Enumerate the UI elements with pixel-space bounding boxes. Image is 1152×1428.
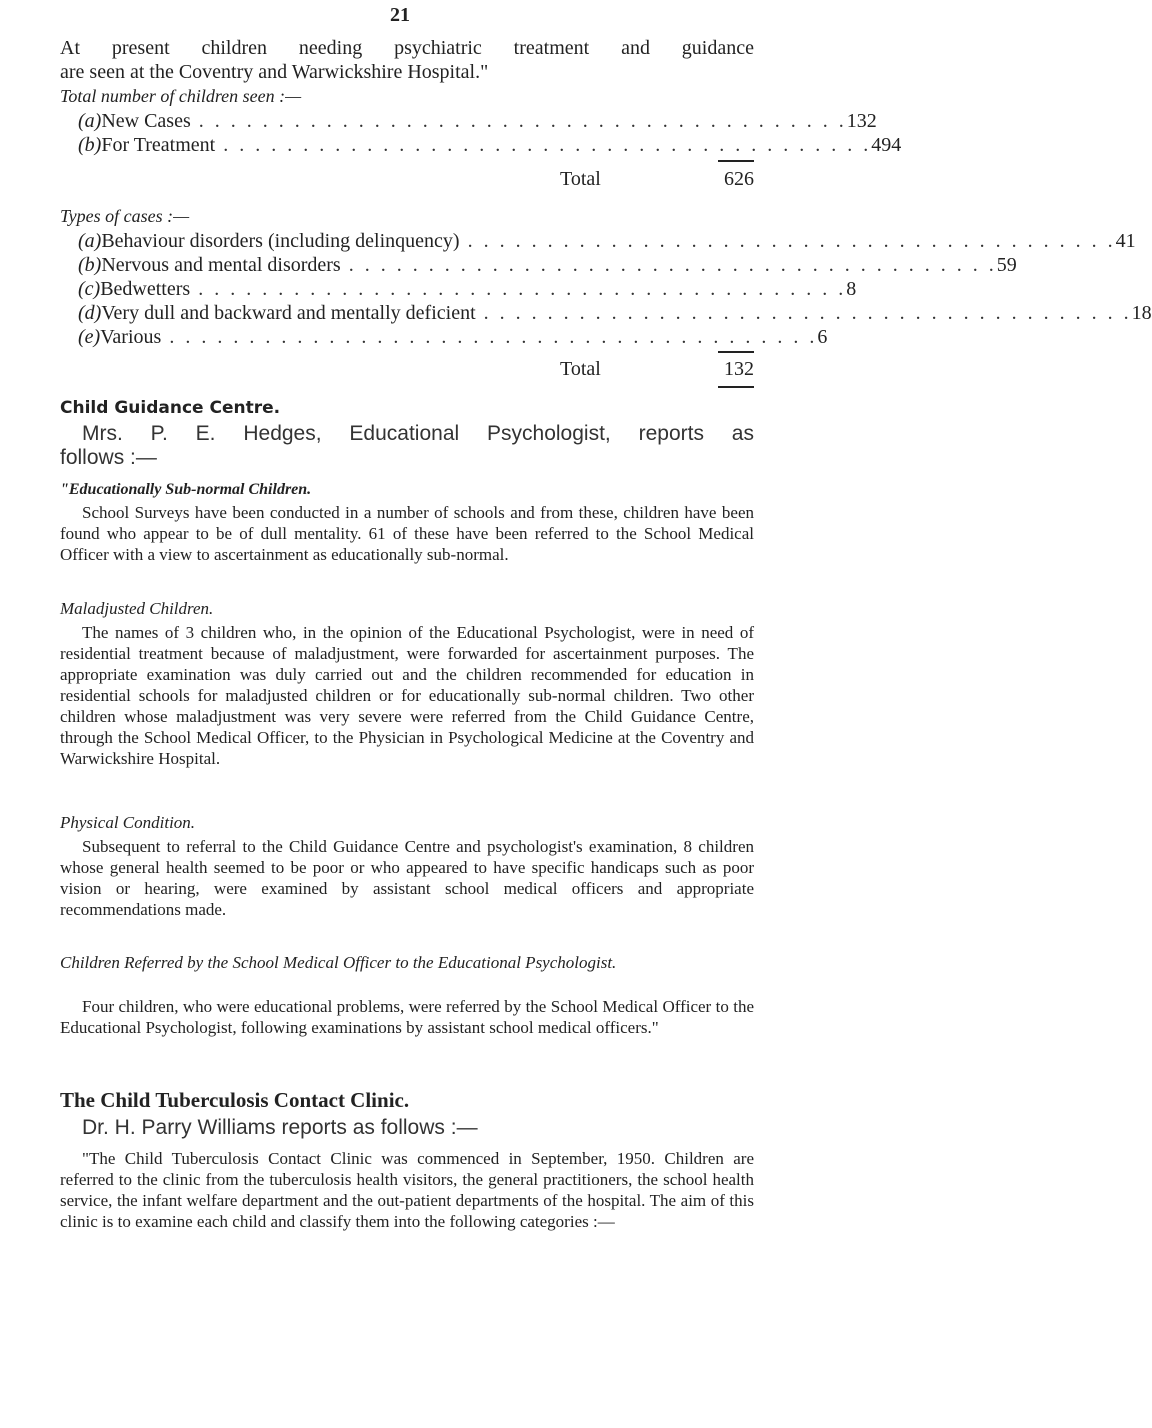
row-label: Bedwetters [100, 278, 191, 300]
children-seen-total [560, 168, 754, 194]
row-label: New Cases [101, 110, 191, 132]
intro-line-2: are seen at the Coventry and Warwickshire Hospital." [60, 61, 489, 83]
leader-dots: . . . . . . . . . . . . . . . . . . . . . . . . . . . . . . . . . . . . . . . . . [169, 326, 818, 348]
row-key: (c) [78, 278, 101, 300]
total-label: Total [560, 168, 601, 190]
leader-dots: . . . . . . . . . . . . . . . . . . . . . . . . . . . . . . . . . . . . . . . . . [348, 254, 997, 276]
subheading: Maladjusted Children. [60, 599, 214, 618]
subheading: Physical Condition. [60, 813, 196, 832]
paragraph [60, 1148, 754, 1232]
types-of-cases-heading: Types of cases :— [60, 206, 190, 226]
types-row [78, 302, 1152, 326]
page-number: 21 [390, 4, 410, 26]
types-row [78, 278, 857, 302]
leader-dots: . . . . . . . . . . . . . . . . . . . . . . . . . . . . . . . . . . . . . . . . . [198, 278, 847, 300]
row-value: 18 [1131, 302, 1152, 324]
paragraph-text: "The Child Tuberculosis Contact Clinic was commenced in September, 1950. Children are referred to the clinic from the tuberculosis health visitors, the general practitioners, the school health service, the infant welfare department and the out-patient departments of the hospital. The aim of this clinic is to examine each child and classify them into the following categories :— [60, 1149, 754, 1231]
row-label: Very dull and backward and mentally deficient [101, 302, 476, 324]
row-key: (b) [78, 254, 102, 276]
lead-line-2: follows :— [60, 446, 157, 469]
paragraph-text: School Surveys have been conducted in a number of schools and from these, children have been found who appear to be of dull mentality. 61 of these have been referred to the School Medical Officer with a view to ascertainment as educationally sub-normal. [60, 503, 754, 564]
lead-line-1: Mrs. P. E. Hedges, Educational Psychologist, reports as [82, 422, 754, 445]
row-key: (d) [78, 302, 102, 324]
leader-dots: . . . . . . . . . . . . . . . . . . . . . . . . . . . . . . . . . . . . . . . . . [483, 302, 1132, 324]
sum-rule [718, 351, 754, 353]
row-value: 59 [996, 254, 1017, 276]
types-total [560, 358, 754, 384]
tb-clinic-lead [60, 1116, 754, 1140]
types-row [78, 326, 828, 350]
child-guidance-lead [60, 422, 754, 470]
types-row [78, 254, 1017, 278]
paragraph [60, 502, 754, 565]
subheading: Children Referred by the School Medical Officer to the Educational Psychologist. [60, 953, 617, 972]
subheading-text: "Educationally Sub-normal Children. [60, 481, 312, 498]
children-seen-heading: Total number of children seen :— [60, 86, 302, 106]
sum-rule [718, 386, 754, 388]
leader-dots: . . . . . . . . . . . . . . . . . . . . . . . . . . . . . . . . . . . . . . . . . [467, 230, 1116, 252]
total-value: 626 [724, 168, 754, 190]
paragraph [60, 996, 754, 1038]
row-label: For Treatment [101, 134, 216, 156]
row-value: 494 [871, 134, 902, 156]
intro-line-1: At present children needing psychiatric treatment and guidance [60, 37, 754, 59]
row-label: Behaviour disorders (including delinquency) [101, 230, 460, 252]
row-key: (e) [78, 326, 101, 348]
children-seen-row [78, 110, 877, 134]
child-guidance-title: Child Guidance Centre. [60, 398, 281, 418]
sum-rule [718, 160, 754, 162]
paragraph [60, 836, 754, 920]
row-key: (a) [78, 230, 102, 252]
types-row [78, 230, 1136, 254]
paragraph-text: Subsequent to referral to the Child Guidance Centre and psychologist's examination, 8 children whose general health seemed to be poor or who appeared to have specific handicaps such as poor vision or hearing, were examined by assistant school medical officers and appropriate recommendations made. [60, 837, 754, 919]
leader-dots: . . . . . . . . . . . . . . . . . . . . . . . . . . . . . . . . . . . . . . . . . [223, 134, 872, 156]
total-label: Total [560, 358, 601, 380]
intro-paragraph [60, 36, 754, 84]
row-key: (a) [78, 110, 102, 132]
row-value: 6 [817, 326, 828, 348]
row-key: (b) [78, 134, 102, 156]
paragraph [60, 622, 754, 769]
tb-clinic-title: The Child Tuberculosis Contact Clinic. [60, 1088, 410, 1112]
children-seen-row [78, 134, 902, 158]
total-value: 132 [724, 358, 754, 380]
subheading [60, 478, 754, 500]
lead-line: Dr. H. Parry Williams reports as follows :— [82, 1116, 478, 1139]
leader-dots: . . . . . . . . . . . . . . . . . . . . . . . . . . . . . . . . . . . . . . . . . [198, 110, 847, 132]
row-label: Nervous and mental disorders [101, 254, 341, 276]
paragraph-text: Four children, who were educational problems, were referred by the School Medical Officer to the Educational Psychologist, following examinations by assistant school medical officers." [60, 997, 754, 1037]
row-value: 8 [846, 278, 857, 300]
row-label: Various [100, 326, 162, 348]
row-value: 41 [1115, 230, 1136, 252]
row-value: 132 [846, 110, 877, 132]
paragraph-text: The names of 3 children who, in the opinion of the Educational Psychologist, were in need of residential treatment because of maladjustment, were forwarded for ascertainment purposes. The appropriate examination was duly carried out and the children recommended for education in residential schools for maladjusted children or for educationally sub-normal children. Two other children whose maladjustment was very severe were referred from the Child Guidance Centre, through the School Medical Officer, to the Physician in Psychological Medicine at the Coventry and Warwickshire Hospital. [60, 623, 754, 768]
